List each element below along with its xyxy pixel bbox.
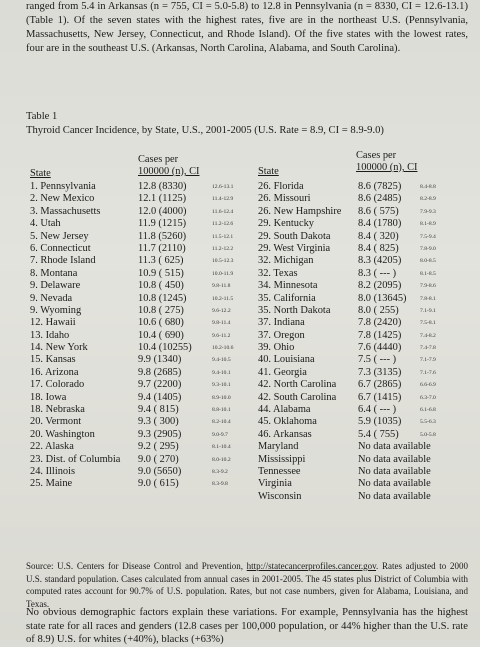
- cases-value: 9.3 ( 300): [138, 416, 179, 428]
- table-row: [30, 379, 233, 391]
- table-row: [258, 255, 436, 267]
- state-name: 34. Minnesota: [258, 280, 318, 292]
- confidence-interval: 9.6-11.2: [212, 332, 231, 339]
- cases-value: 9.2 ( 295): [138, 441, 179, 453]
- confidence-interval: 11.2-12.6: [212, 221, 234, 228]
- cases-value: 10.4 (10255): [138, 342, 192, 354]
- state-name: 26. Florida: [258, 181, 304, 192]
- cases-value: 8.2 (2095): [358, 280, 402, 292]
- table-row: [30, 305, 233, 317]
- table-row: [30, 392, 233, 404]
- cases-value: 12.8 (8330): [138, 181, 187, 192]
- confidence-interval: 7.5-9.4: [420, 233, 436, 240]
- table-row: [30, 354, 233, 366]
- cases-value: 8.6 (7825): [358, 181, 402, 192]
- confidence-interval: 8.0-10.2: [212, 456, 231, 463]
- state-name: 4. Utah: [30, 218, 61, 230]
- confidence-interval: 7.9-8.6: [420, 283, 436, 290]
- cases-value: 8.0 (13645): [358, 292, 407, 304]
- cases-value: 8.3 (4205): [358, 255, 402, 267]
- confidence-interval: 7.8-8.1: [420, 295, 436, 302]
- table-row: [258, 293, 436, 305]
- state-name: 14. New York: [30, 342, 88, 354]
- state-name: 18. Iowa: [30, 391, 67, 403]
- state-name: 25. Maine: [30, 478, 73, 490]
- state-name: 23. Dist. of Columbia: [30, 453, 121, 465]
- right-cases-header-line2: 100000 (n), CI: [356, 162, 418, 173]
- table-row: [258, 330, 436, 342]
- cases-value: 5.4 ( 755): [358, 428, 399, 440]
- cases-value: 7.3 (3135): [358, 366, 402, 378]
- confidence-interval: 5.5-6.3: [420, 419, 436, 426]
- state-name: 7. Rhode Island: [30, 255, 96, 267]
- state-name: Virginia: [258, 478, 292, 490]
- state-name: 42. North Carolina: [258, 379, 337, 391]
- state-name: 13. Idaho: [30, 329, 70, 341]
- confidence-interval: 8.2-10.4: [212, 419, 231, 426]
- state-name: 9. Delaware: [30, 280, 81, 292]
- table-left-column: [30, 181, 233, 491]
- confidence-interval: 8.8-10.1: [212, 407, 231, 414]
- table-caption: [26, 110, 384, 138]
- table-row: [30, 243, 233, 255]
- state-name: 29. Kentucky: [258, 218, 314, 230]
- cases-value: 10.9 ( 515): [138, 267, 184, 279]
- confidence-interval: 6.6-6.9: [420, 382, 436, 389]
- cases-value: No data available: [358, 478, 431, 490]
- table-row: [30, 367, 233, 379]
- table-row: [30, 416, 233, 428]
- table-row: [258, 392, 436, 404]
- confidence-interval: 7.9-9.3: [420, 208, 436, 215]
- state-name: 37. Oregon: [258, 329, 305, 341]
- table-row: [30, 441, 233, 453]
- cases-value: 6.7 (2865): [358, 379, 402, 391]
- table-row: [30, 280, 233, 292]
- cases-value: 10.6 ( 680): [138, 317, 184, 329]
- confidence-interval: 8.1-8.9: [420, 221, 436, 228]
- table-title: Thyroid Cancer Incidence, by State, U.S., 2001-2005 (U.S. Rate = 8.9, CI = 8.9-9.0): [26, 125, 384, 136]
- table-row: [30, 466, 233, 478]
- cases-value: 7.8 (1425): [358, 329, 402, 341]
- confidence-interval: 12.6-13.1: [212, 184, 234, 190]
- cases-value: 7.5 ( --- ): [358, 354, 397, 366]
- table-right-column: [258, 181, 436, 503]
- table-row: [258, 404, 436, 416]
- state-name: 20. Washington: [30, 428, 95, 440]
- table-row: [258, 441, 436, 453]
- confidence-interval: 9.4-10.5: [212, 357, 231, 364]
- intro-paragraph: ranged from 5.4 in Arkansas (n = 755, CI = 5.0-5.8) to 12.8 in Pennsylvania (n = 8330, CI = 12.6-13.1) (Table 1). Of the seven states with the highest rates, five are in the northeast U.S. (Pennsylvania, Massachusetts, New Jersey, Connecticut, and Rhode Island). Of the five states with the lowest rates, four are in the southeast U.S. (Arkansas, North Carolina, Alabama, and South Carolina).: [26, 1, 468, 54]
- table-row: [258, 268, 436, 280]
- confidence-interval: 11.6-12.4: [212, 208, 234, 215]
- cases-value: 9.0 ( 270): [138, 453, 179, 465]
- cases-value: 8.4 ( 320): [358, 230, 399, 242]
- table-row: [258, 491, 436, 503]
- state-name: 18. Nebraska: [30, 404, 85, 416]
- left-cases-header-line1: Cases per: [138, 154, 179, 165]
- table-row: [30, 478, 233, 490]
- confidence-interval: 11.2-12.2: [212, 245, 234, 252]
- table-row: [258, 466, 436, 478]
- cases-value: No data available: [358, 465, 431, 477]
- cases-value: 9.3 (2905): [138, 428, 182, 440]
- table-row: [30, 206, 233, 218]
- confidence-interval: 7.1-7.6: [420, 369, 436, 376]
- cases-value: 9.9 (1340): [138, 354, 182, 366]
- table-row: [30, 330, 233, 342]
- table-row: [258, 280, 436, 292]
- table-row: [258, 342, 436, 354]
- confidence-interval: 9.8-11.8: [212, 283, 231, 290]
- table-row: [258, 354, 436, 366]
- table-row: [30, 255, 233, 267]
- table-row: [258, 367, 436, 379]
- table-row: [30, 404, 233, 416]
- cases-value: 11.7 (2110): [138, 242, 186, 254]
- state-name: 29. West Virginia: [258, 242, 331, 254]
- state-name: 6. Connecticut: [30, 242, 91, 254]
- confidence-interval: 10.2-10.6: [212, 345, 234, 352]
- cases-value: 8.4 ( 825): [358, 242, 399, 254]
- confidence-interval: 11.4-12.9: [212, 196, 234, 203]
- table-row: [258, 478, 436, 490]
- state-name: 24. Illinois: [30, 465, 76, 477]
- cases-value: 5.9 (1035): [358, 416, 402, 428]
- table-row: [30, 454, 233, 466]
- state-name: 46. Arkansas: [258, 428, 312, 440]
- confidence-interval: 7.1-9.1: [420, 307, 436, 314]
- right-cases-header-line1: Cases per: [356, 150, 397, 161]
- table-row: [258, 429, 436, 441]
- table-row: [258, 379, 436, 391]
- state-name: Tennessee: [258, 465, 301, 477]
- left-cases-header-line2: 100000 (n), CI: [138, 166, 200, 177]
- state-name: 3. Massachusetts: [30, 205, 101, 217]
- confidence-interval: 7.4-8.2: [420, 332, 436, 339]
- cases-value: 10.8 ( 275): [138, 304, 184, 316]
- confidence-interval: 6.1-6.8: [420, 407, 436, 414]
- cases-value: 9.8 (2685): [138, 366, 182, 378]
- state-name: 40. Louisiana: [258, 354, 315, 366]
- state-name: 9. Nevada: [30, 292, 73, 304]
- table-row: [30, 342, 233, 354]
- table-row: [30, 268, 233, 280]
- confidence-interval: 6.3-7.0: [420, 394, 436, 401]
- cases-value: 9.7 (2200): [138, 379, 182, 391]
- cases-value: 8.4 (1780): [358, 218, 402, 230]
- confidence-interval: 10.2-11.5: [212, 295, 234, 302]
- confidence-interval: 8.4-8.8: [420, 184, 436, 190]
- table-row: [30, 193, 233, 205]
- state-name: 15. Kansas: [30, 354, 76, 366]
- cases-value: 6.7 (1415): [358, 391, 402, 403]
- cases-value: 12.0 (4000): [138, 205, 187, 217]
- state-name: 26. New Hampshire: [258, 205, 342, 217]
- state-name: 32. Michigan: [258, 255, 314, 267]
- state-name: 9. Wyoming: [30, 304, 82, 316]
- source-rest: . Rates adjusted to 2000 U.S. standard population. Cases calculated from annual cases in 2001-2005. The 45 states plus District of Columbia with computed rates account for 90.7% of U.S. population. Rates, but not case numbers, given for Alabama, Louisiana, and Texas.: [26, 561, 468, 609]
- cases-value: No data available: [358, 490, 431, 502]
- confidence-interval: 7.1-7.9: [420, 357, 436, 364]
- table-row: [258, 206, 436, 218]
- table-row: [258, 317, 436, 329]
- state-name: 29. South Dakota: [258, 230, 331, 242]
- table-row: [258, 181, 436, 193]
- cases-value: 9.0 (5650): [138, 465, 182, 477]
- cases-value: 9.4 ( 815): [138, 404, 179, 416]
- table-row: [258, 416, 436, 428]
- cases-value: 8.3 ( --- ): [358, 267, 397, 279]
- table-row: [30, 181, 233, 193]
- table-row: [258, 218, 436, 230]
- cases-value: 12.1 (1125): [138, 193, 187, 205]
- source-note: [26, 560, 468, 610]
- confidence-interval: 7.8-9.0: [420, 245, 436, 252]
- confidence-interval: 9.3-10.1: [212, 382, 231, 389]
- table-row: [258, 305, 436, 317]
- source-link[interactable]: http://statecancerprofiles.cancer.gov: [246, 561, 377, 571]
- state-name: 44. Alabama: [258, 404, 311, 416]
- state-name: Mississippi: [258, 453, 306, 465]
- table-row: [30, 231, 233, 243]
- source-lead: Source: U.S. Centers for Disease Control and Prevention,: [26, 561, 247, 571]
- table-row: [258, 231, 436, 243]
- state-name: 2. New Mexico: [30, 193, 95, 205]
- table-row: [258, 243, 436, 255]
- cases-value: No data available: [358, 453, 431, 465]
- cases-value: 10.8 (1245): [138, 292, 187, 304]
- confidence-interval: 7.4-7.8: [420, 345, 436, 352]
- confidence-interval: 8.3-9.2: [212, 468, 228, 475]
- cases-value: 11.8 (5260): [138, 230, 187, 242]
- state-name: 35. North Dakota: [258, 304, 331, 316]
- table-row: [258, 193, 436, 205]
- confidence-interval: 7.5-8.1: [420, 320, 436, 327]
- confidence-interval: 5.0-5.8: [420, 431, 436, 438]
- closing-paragraph: No obvious demographic factors explain these variations. For example, Pennsylvania has the highest state rate for all races and genders (12.8 cases per 100,000 population, or 44% higher than the U.S. rate of 8.9) U.S. for whites (+40%), blacks (+63%): [26, 607, 468, 645]
- table-label: Table 1: [26, 111, 58, 122]
- confidence-interval: 8.1-10.4: [212, 444, 231, 451]
- confidence-interval: 9.6-12.2: [212, 307, 231, 314]
- cases-value: 9.0 ( 615): [138, 478, 179, 490]
- cases-value: 8.6 ( 575): [358, 205, 399, 217]
- state-name: Maryland: [258, 441, 299, 453]
- confidence-interval: 10.5-12.3: [212, 258, 234, 265]
- state-name: 32. Texas: [258, 267, 298, 279]
- table-row: [30, 317, 233, 329]
- confidence-interval: 8.9-10.0: [212, 394, 231, 401]
- cases-value: 11.3 ( 625): [138, 255, 184, 267]
- confidence-interval: 9.8-11.4: [212, 320, 231, 327]
- right-cases-header: [356, 150, 417, 174]
- left-state-header: State: [30, 168, 51, 179]
- cases-value: 9.4 (1405): [138, 391, 182, 403]
- confidence-interval: 8.3-9.8: [212, 481, 228, 488]
- confidence-interval: 8.2-8.9: [420, 196, 436, 203]
- state-name: Wisconsin: [258, 490, 302, 502]
- state-name: 45. Oklahoma: [258, 416, 317, 428]
- state-name: 39. Ohio: [258, 342, 295, 354]
- cases-value: 6.4 ( --- ): [358, 404, 397, 416]
- cases-value: 10.4 ( 690): [138, 329, 184, 341]
- confidence-interval: 9.4-10.1: [212, 369, 231, 376]
- cases-value: 8.0 ( 255): [358, 304, 399, 316]
- state-name: 8. Montana: [30, 267, 78, 279]
- cases-value: 7.6 (4440): [358, 342, 402, 354]
- table-row: [258, 454, 436, 466]
- confidence-interval: 9.0-9.7: [212, 431, 228, 438]
- state-name: 12. Hawaii: [30, 317, 76, 329]
- state-name: 20. Vermont: [30, 416, 82, 428]
- cases-value: 11.9 (1215): [138, 218, 187, 230]
- state-name: 22. Alaska: [30, 441, 74, 453]
- state-name: 41. Georgia: [258, 366, 307, 378]
- state-name: 37. Indiana: [258, 317, 305, 329]
- state-name: 35. California: [258, 292, 316, 304]
- state-name: 17. Colorado: [30, 379, 85, 391]
- confidence-interval: 8.1-8.5: [420, 270, 436, 277]
- table-row: [30, 429, 233, 441]
- cases-value: 10.8 ( 450): [138, 280, 184, 292]
- cases-value: No data available: [358, 441, 431, 453]
- table-row: [30, 218, 233, 230]
- state-name: 16. Arizona: [30, 366, 79, 378]
- confidence-interval: 10.0-11.9: [212, 270, 234, 277]
- table-row: [30, 293, 233, 305]
- state-name: 26. Missouri: [258, 193, 311, 205]
- state-name: 5. New Jersey: [30, 230, 89, 242]
- left-cases-header: [138, 154, 199, 178]
- cases-value: 8.6 (2485): [358, 193, 402, 205]
- cases-value: 7.8 (2420): [358, 317, 402, 329]
- confidence-interval: 8.0-8.5: [420, 258, 436, 265]
- state-name: 1. Pennsylvania: [30, 181, 96, 192]
- confidence-interval: 11.5-12.1: [212, 233, 234, 240]
- right-state-header: State: [258, 166, 279, 177]
- state-name: 42. South Carolina: [258, 391, 337, 403]
